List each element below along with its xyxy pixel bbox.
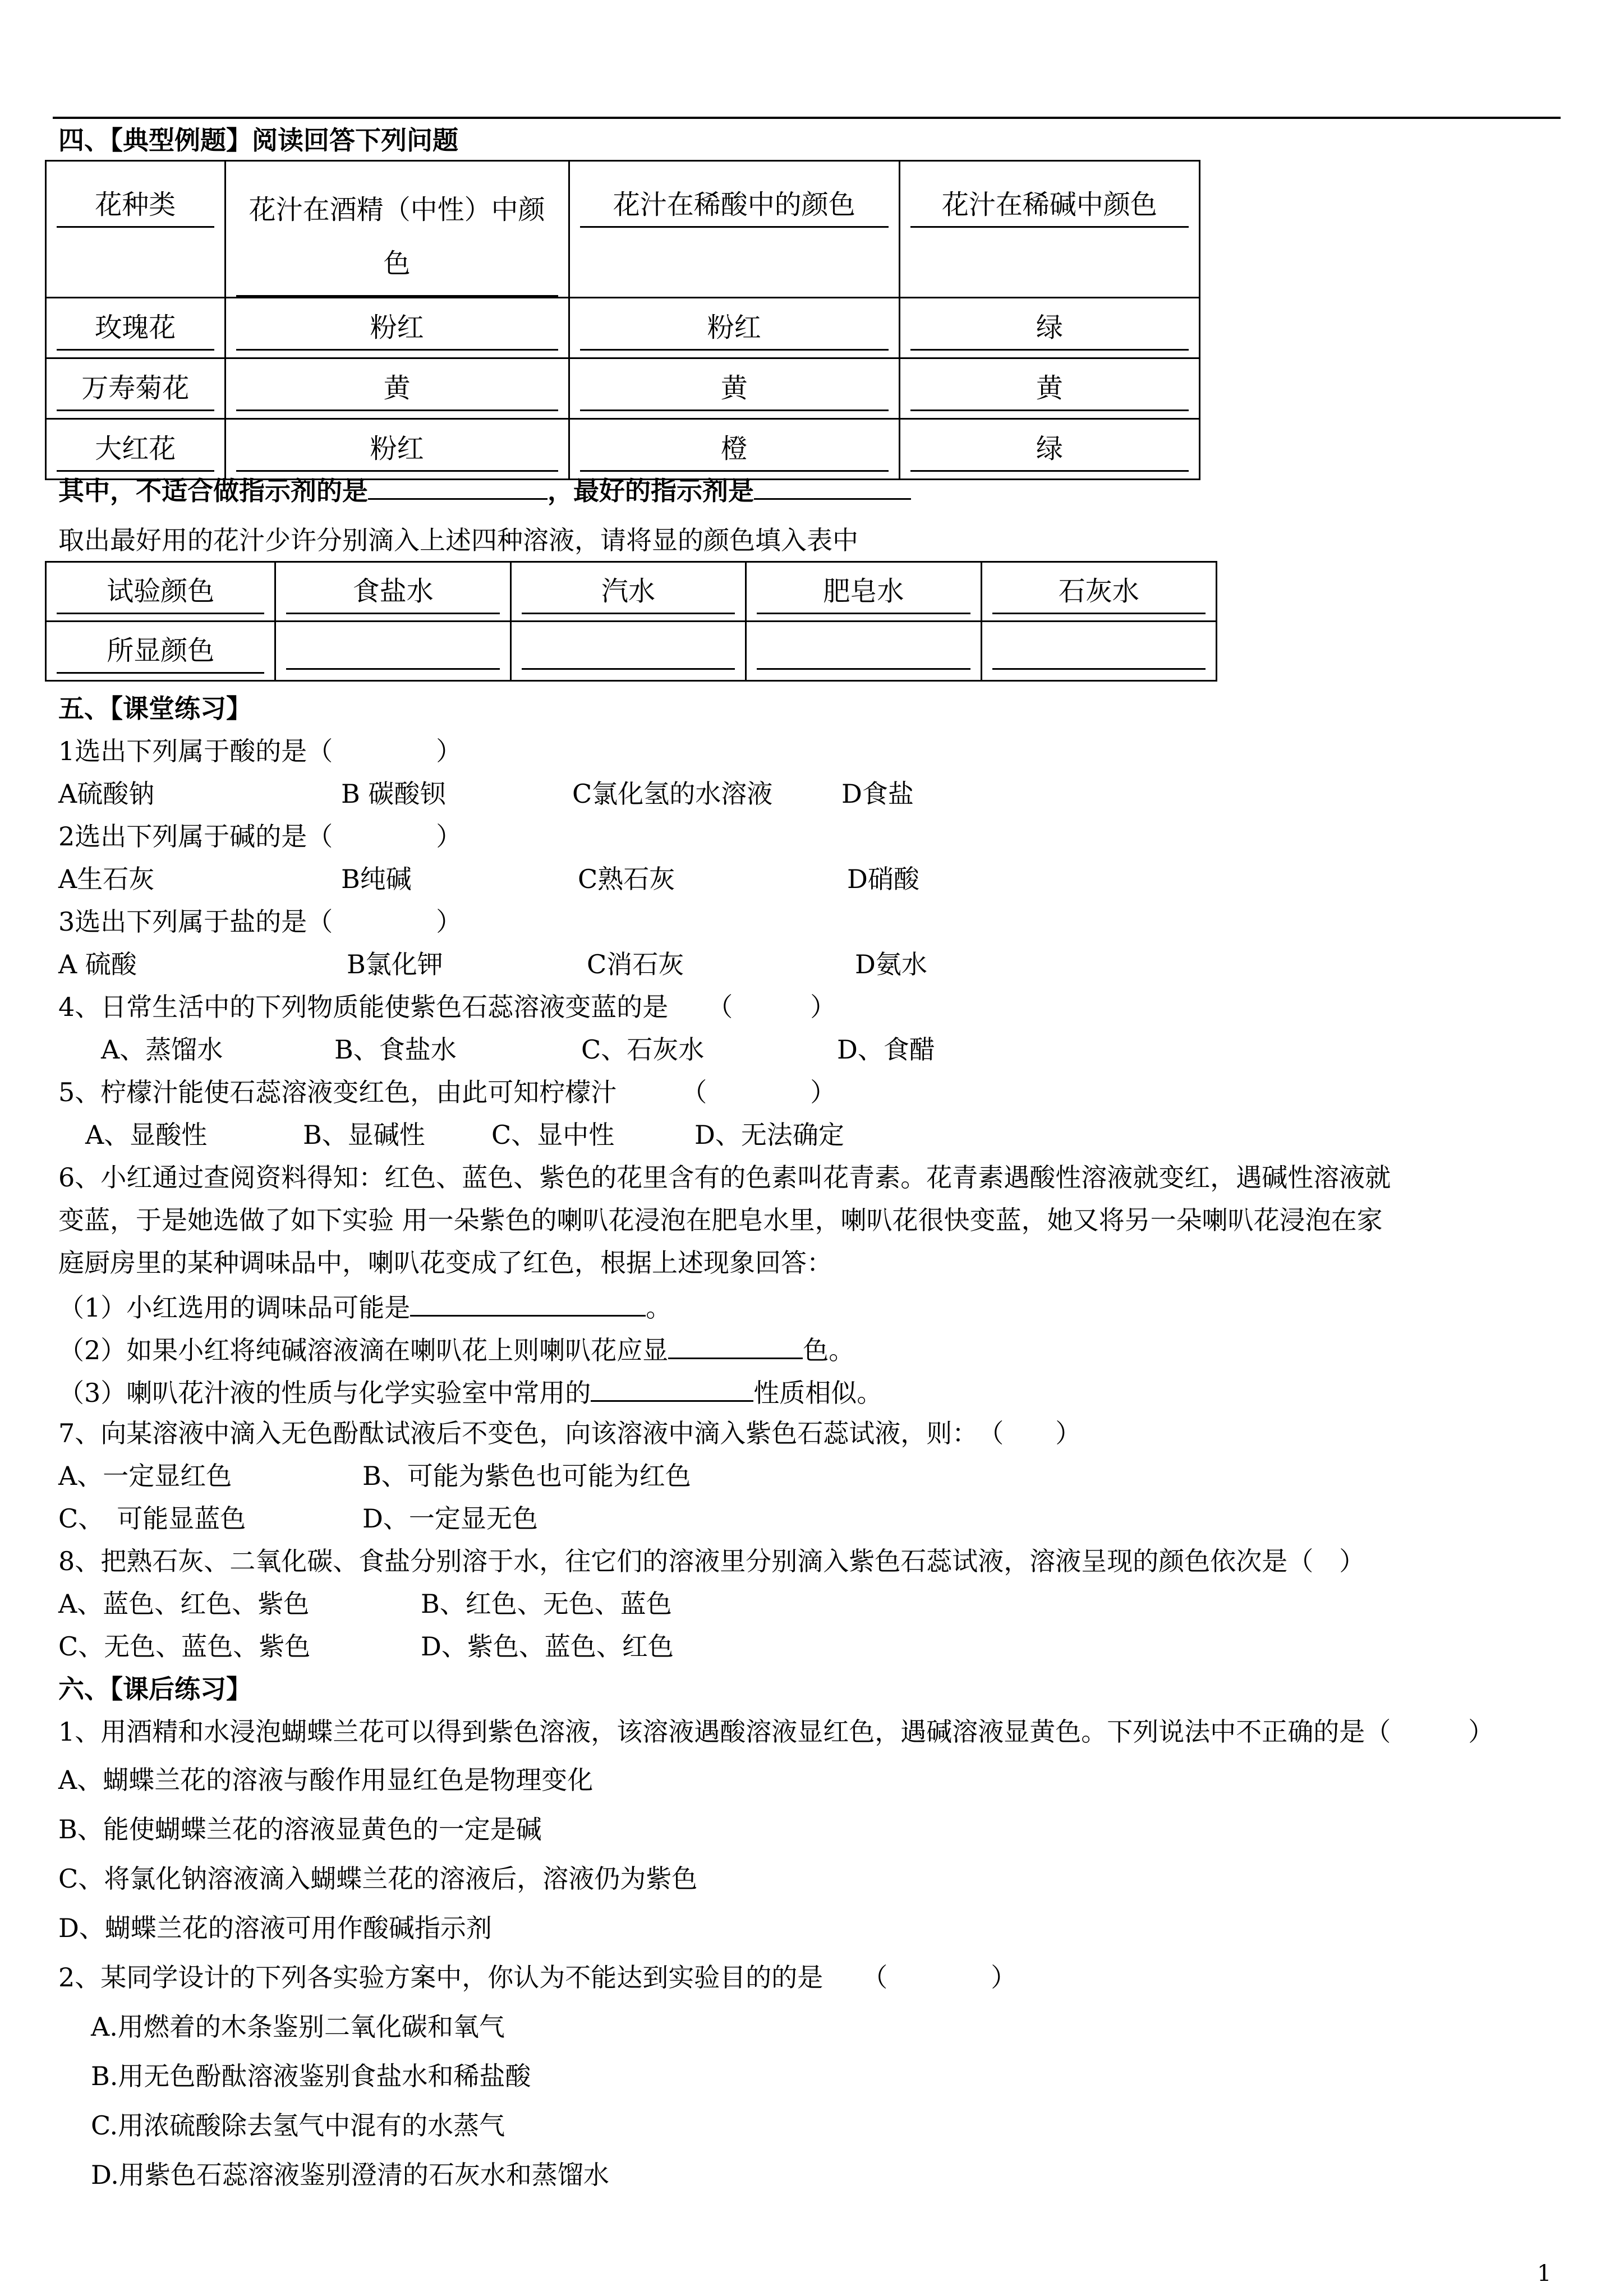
table-row (46, 298, 1200, 358)
option-text: A、蝴蝶兰花的溶液与酸作用显红色是物理变化 (58, 1765, 594, 1795)
table-cell: 大红花 (57, 427, 214, 472)
option-text: A硫酸钠 (58, 779, 155, 809)
answer-cell[interactable] (510, 622, 746, 681)
answer-blank[interactable] (368, 476, 548, 500)
answer-cell[interactable] (275, 622, 510, 681)
question-text: 色。 (803, 1335, 855, 1365)
option-text: C熟石灰 (578, 864, 675, 894)
question-text: 1选出下列属于酸的是（ ） (58, 736, 462, 766)
question-text: 6、小红通过查阅资料得知：红色、蓝色、紫色的花里含有的色素叫花青素。花青素遇酸性溶液就变红，遇碱性溶液就 (58, 1162, 1391, 1193)
question-text: （3）喇叭花汁液的性质与化学实验室中常用的 (58, 1378, 591, 1408)
answer-blank[interactable] (591, 1378, 753, 1402)
question-text: 3选出下列属于盐的是（ ） (58, 907, 462, 937)
table-row (46, 622, 1217, 681)
question-text: 5、柠檬汁能使石蕊溶液变红色，由此可知柠檬汁 （ ） (58, 1077, 836, 1107)
option-text: B、能使蝴蝶兰花的溶液显黄色的一定是碱 (58, 1814, 542, 1844)
option-text: B、显碱性 (303, 1120, 425, 1150)
option-text: C、 可能显蓝色 (58, 1503, 246, 1534)
question-text: ，最好的指示剂是 (548, 476, 754, 506)
table-cell: 橙 (580, 427, 889, 472)
table-cell: 黄 (580, 366, 889, 411)
option-text: D、食醋 (837, 1034, 935, 1065)
option-text: D、无法确定 (694, 1120, 844, 1150)
option-text: A.用燃着的木条鉴别二氧化碳和氧气 (91, 2012, 505, 2042)
table-cell: 粉红 (580, 306, 889, 351)
header-rule (53, 117, 1561, 119)
page-number: 1 (1537, 2261, 1552, 2286)
answer-blank[interactable] (668, 1335, 803, 1359)
option-text: D食盐 (841, 779, 914, 809)
option-text: C氯化氢的水溶液 (572, 779, 773, 809)
option-text: B纯碱 (341, 864, 412, 894)
table-cell: 粉红 (236, 427, 558, 472)
table-cell: 所显颜色 (57, 629, 264, 674)
header-cell: 石灰水 (992, 569, 1206, 614)
header-cell: 花种类 (57, 183, 214, 228)
question-text: 变蓝，于是她选做了如下实验 用一朵紫色的喇叭花浸泡在肥皂水里，喇叭花很快变蓝，她又将另一朵喇叭花浸泡在家 (58, 1205, 1383, 1235)
option-text: B、可能为紫色也可能为红色 (362, 1461, 691, 1491)
table-row (46, 419, 1200, 480)
sub-question (58, 1335, 854, 1363)
option-text: B.用无色酚酞溶液鉴别食盐水和稀盐酸 (91, 2061, 531, 2091)
sub-question (58, 1292, 672, 1323)
section5-heading: 五、【课堂练习】 (58, 693, 252, 724)
table-cell: 粉红 (236, 306, 558, 351)
table-header-row (46, 161, 1200, 298)
header-cell: 花汁在稀酸中的颜色 (580, 183, 889, 228)
section4-heading: 四、【典型例题】阅读回答下列问题 (58, 125, 458, 155)
section6-heading: 六、【课后练习】 (58, 1674, 252, 1704)
answer-cell[interactable] (746, 622, 981, 681)
option-text: A、一定显红色 (58, 1461, 232, 1491)
option-text: C、石灰水 (581, 1034, 705, 1065)
instruction-text: 取出最好用的花汁少许分别滴入上述四种溶液，请将显的颜色填入表中 (58, 525, 858, 555)
option-text: C、将氯化钠溶液滴入蝴蝶兰花的溶液后，溶液仍为紫色 (58, 1864, 698, 1894)
question-text: 庭厨房里的某种调味品中，喇叭花变成了红色，根据上述现象回答： (58, 1248, 832, 1278)
question-text: （2）如果小红将纯碱溶液滴在喇叭花上则喇叭花应显 (58, 1335, 669, 1365)
option-text: A生石灰 (58, 864, 155, 894)
question-text: 4、日常生活中的下列物质能使紫色石蕊溶液变蓝的是 （ ） (58, 992, 836, 1022)
table-cell: 黄 (236, 366, 558, 411)
question-text: 2选出下列属于碱的是（ ） (58, 821, 462, 852)
header-cell: 花汁在稀碱中颜色 (910, 183, 1189, 228)
option-text: A 硫酸 (58, 949, 137, 979)
solution-color-table (45, 561, 1217, 682)
table-cell: 黄 (910, 366, 1189, 411)
answer-blank[interactable] (410, 1292, 646, 1317)
table-cell: 玫瑰花 (57, 306, 214, 351)
header-cell: 食盐水 (286, 569, 499, 614)
table-cell: 绿 (910, 306, 1189, 351)
question-text: 其中，不适合做指示剂的是 (58, 476, 368, 506)
option-text: C、无色、蓝色、紫色 (58, 1631, 311, 1662)
flower-indicator-table (45, 160, 1200, 480)
option-text: A、显酸性 (85, 1120, 208, 1150)
header-cell: 花汁在酒精（中性）中颜色 (236, 183, 558, 297)
answer-blank[interactable] (754, 476, 911, 500)
header-cell: 汽水 (522, 569, 735, 614)
option-text: D氨水 (855, 949, 927, 979)
option-text: C、显中性 (491, 1120, 615, 1150)
question-text: 2、某同学设计的下列各实验方案中，你认为不能达到实验目的的是 （ ） (58, 1962, 1017, 1993)
option-text: D硝酸 (847, 864, 919, 894)
question-indicator (58, 476, 911, 504)
sub-question (58, 1378, 882, 1406)
option-text: D、紫色、蓝色、红色 (421, 1631, 674, 1662)
option-text: B、食盐水 (334, 1034, 457, 1065)
header-cell: 试验颜色 (57, 569, 264, 614)
option-text: D.用紫色石蕊溶液鉴别澄清的石灰水和蒸馏水 (91, 2160, 609, 2190)
question-text: （1）小红选用的调味品可能是 (58, 1292, 411, 1323)
option-text: A、蓝色、红色、紫色 (58, 1589, 310, 1619)
table-cell: 万寿菊花 (57, 366, 214, 411)
table-header-row (46, 562, 1217, 622)
table-cell: 绿 (910, 427, 1189, 472)
option-text: B氯化钾 (347, 949, 443, 979)
option-text: A、蒸馏水 (101, 1034, 223, 1065)
option-text: B 碳酸钡 (341, 779, 446, 809)
question-text: 性质相似。 (753, 1378, 883, 1408)
question-text: 。 (646, 1292, 672, 1323)
option-text: C.用浓硫酸除去氢气中混有的水蒸气 (91, 2110, 505, 2141)
question-text: 7、向某溶液中滴入无色酚酞试液后不变色，向该溶液中滴入紫色石蕊试液，则： （ ） (58, 1418, 1082, 1448)
option-text: D、蝴蝶兰花的溶液可用作酸碱指示剂 (58, 1913, 492, 1943)
option-text: D、一定显无色 (362, 1503, 538, 1534)
question-text: 8、把熟石灰、二氧化碳、食盐分别溶于水，往它们的溶液里分别滴入紫色石蕊试液，溶液呈现的颜色依次是（ ） (58, 1546, 1365, 1576)
question-text: 1、用酒精和水浸泡蝴蝶兰花可以得到紫色溶液，该溶液遇酸溶液显红色，遇碱溶液显黄色。下列说法中不正确的是（ ） (58, 1717, 1494, 1747)
option-text: B、红色、无色、蓝色 (421, 1589, 672, 1619)
option-text: C消石灰 (587, 949, 684, 979)
header-cell: 肥皂水 (757, 569, 970, 614)
answer-cell[interactable] (981, 622, 1216, 681)
table-row (46, 358, 1200, 419)
